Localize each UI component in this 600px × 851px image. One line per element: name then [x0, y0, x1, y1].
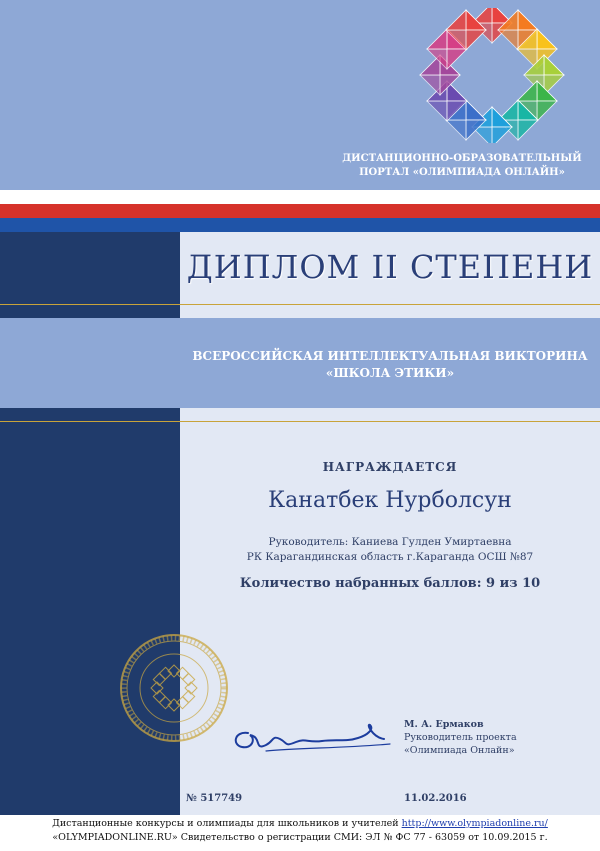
signer-role: Руководитель проекта — [404, 732, 517, 743]
portal-name-line-1: ДИСТАНЦИОННО-ОБРАЗОВАТЕЛЬНЫЙ — [342, 153, 582, 164]
signer-block — [404, 718, 594, 757]
diploma-date: 11.02.2016 — [404, 793, 467, 804]
score: Количество набранных баллов: 9 из 10 — [239, 576, 541, 591]
footer-link[interactable]: http://www.olympiadonline.ru/ — [401, 818, 548, 829]
flag-stripe-red — [0, 204, 600, 218]
gold-divider — [0, 304, 600, 305]
olympiad-name-line-2: «ШКОЛА ЭТИКИ» — [325, 366, 455, 380]
footer-line-2: «OLYMPIADONLINE.RU» Свидетельство о регистрации СМИ: ЭЛ № ФС 77 - 63059 от 10.09.2015 г. — [52, 832, 548, 843]
footer — [0, 815, 600, 851]
gold-divider — [0, 421, 600, 422]
seal-stamp-icon — [118, 632, 230, 744]
portal-name — [332, 152, 592, 180]
signature-icon — [226, 715, 396, 760]
school: РК Карагандинская область г.Караганда ОСШ №87 — [246, 551, 534, 563]
olympiad-name — [180, 348, 600, 382]
diploma-title: ДИПЛОМ II СТЕПЕНИ — [186, 248, 594, 286]
footer-line-1 — [0, 817, 600, 831]
signer-name: М. А. Ермаков — [404, 719, 484, 730]
flag-stripe-white — [0, 190, 600, 204]
flag-stripe-blue — [0, 218, 600, 232]
olympiad-logo-icon — [417, 8, 567, 143]
supervisor: Руководитель: Каниева Гулден Умиртаевна — [268, 536, 512, 548]
supervisor-block — [180, 535, 600, 565]
recipient-name: Канатбек Нурболсун — [268, 488, 512, 513]
footer-text: Дистанционные конкурсы и олимпиады для школьников и учителей — [52, 818, 399, 829]
diploma-number: № 517749 — [186, 793, 243, 804]
awarded-label: НАГРАЖДАЕТСЯ — [322, 460, 458, 474]
portal-name-line-2: ПОРТАЛ «ОЛИМПИАДА ОНЛАЙН» — [359, 167, 565, 178]
olympiad-name-line-1: ВСЕРОССИЙСКАЯ ИНТЕЛЛЕКТУАЛЬНАЯ ВИКТОРИНА — [192, 349, 588, 363]
signer-project: «Олимпиада Онлайн» — [404, 745, 515, 756]
